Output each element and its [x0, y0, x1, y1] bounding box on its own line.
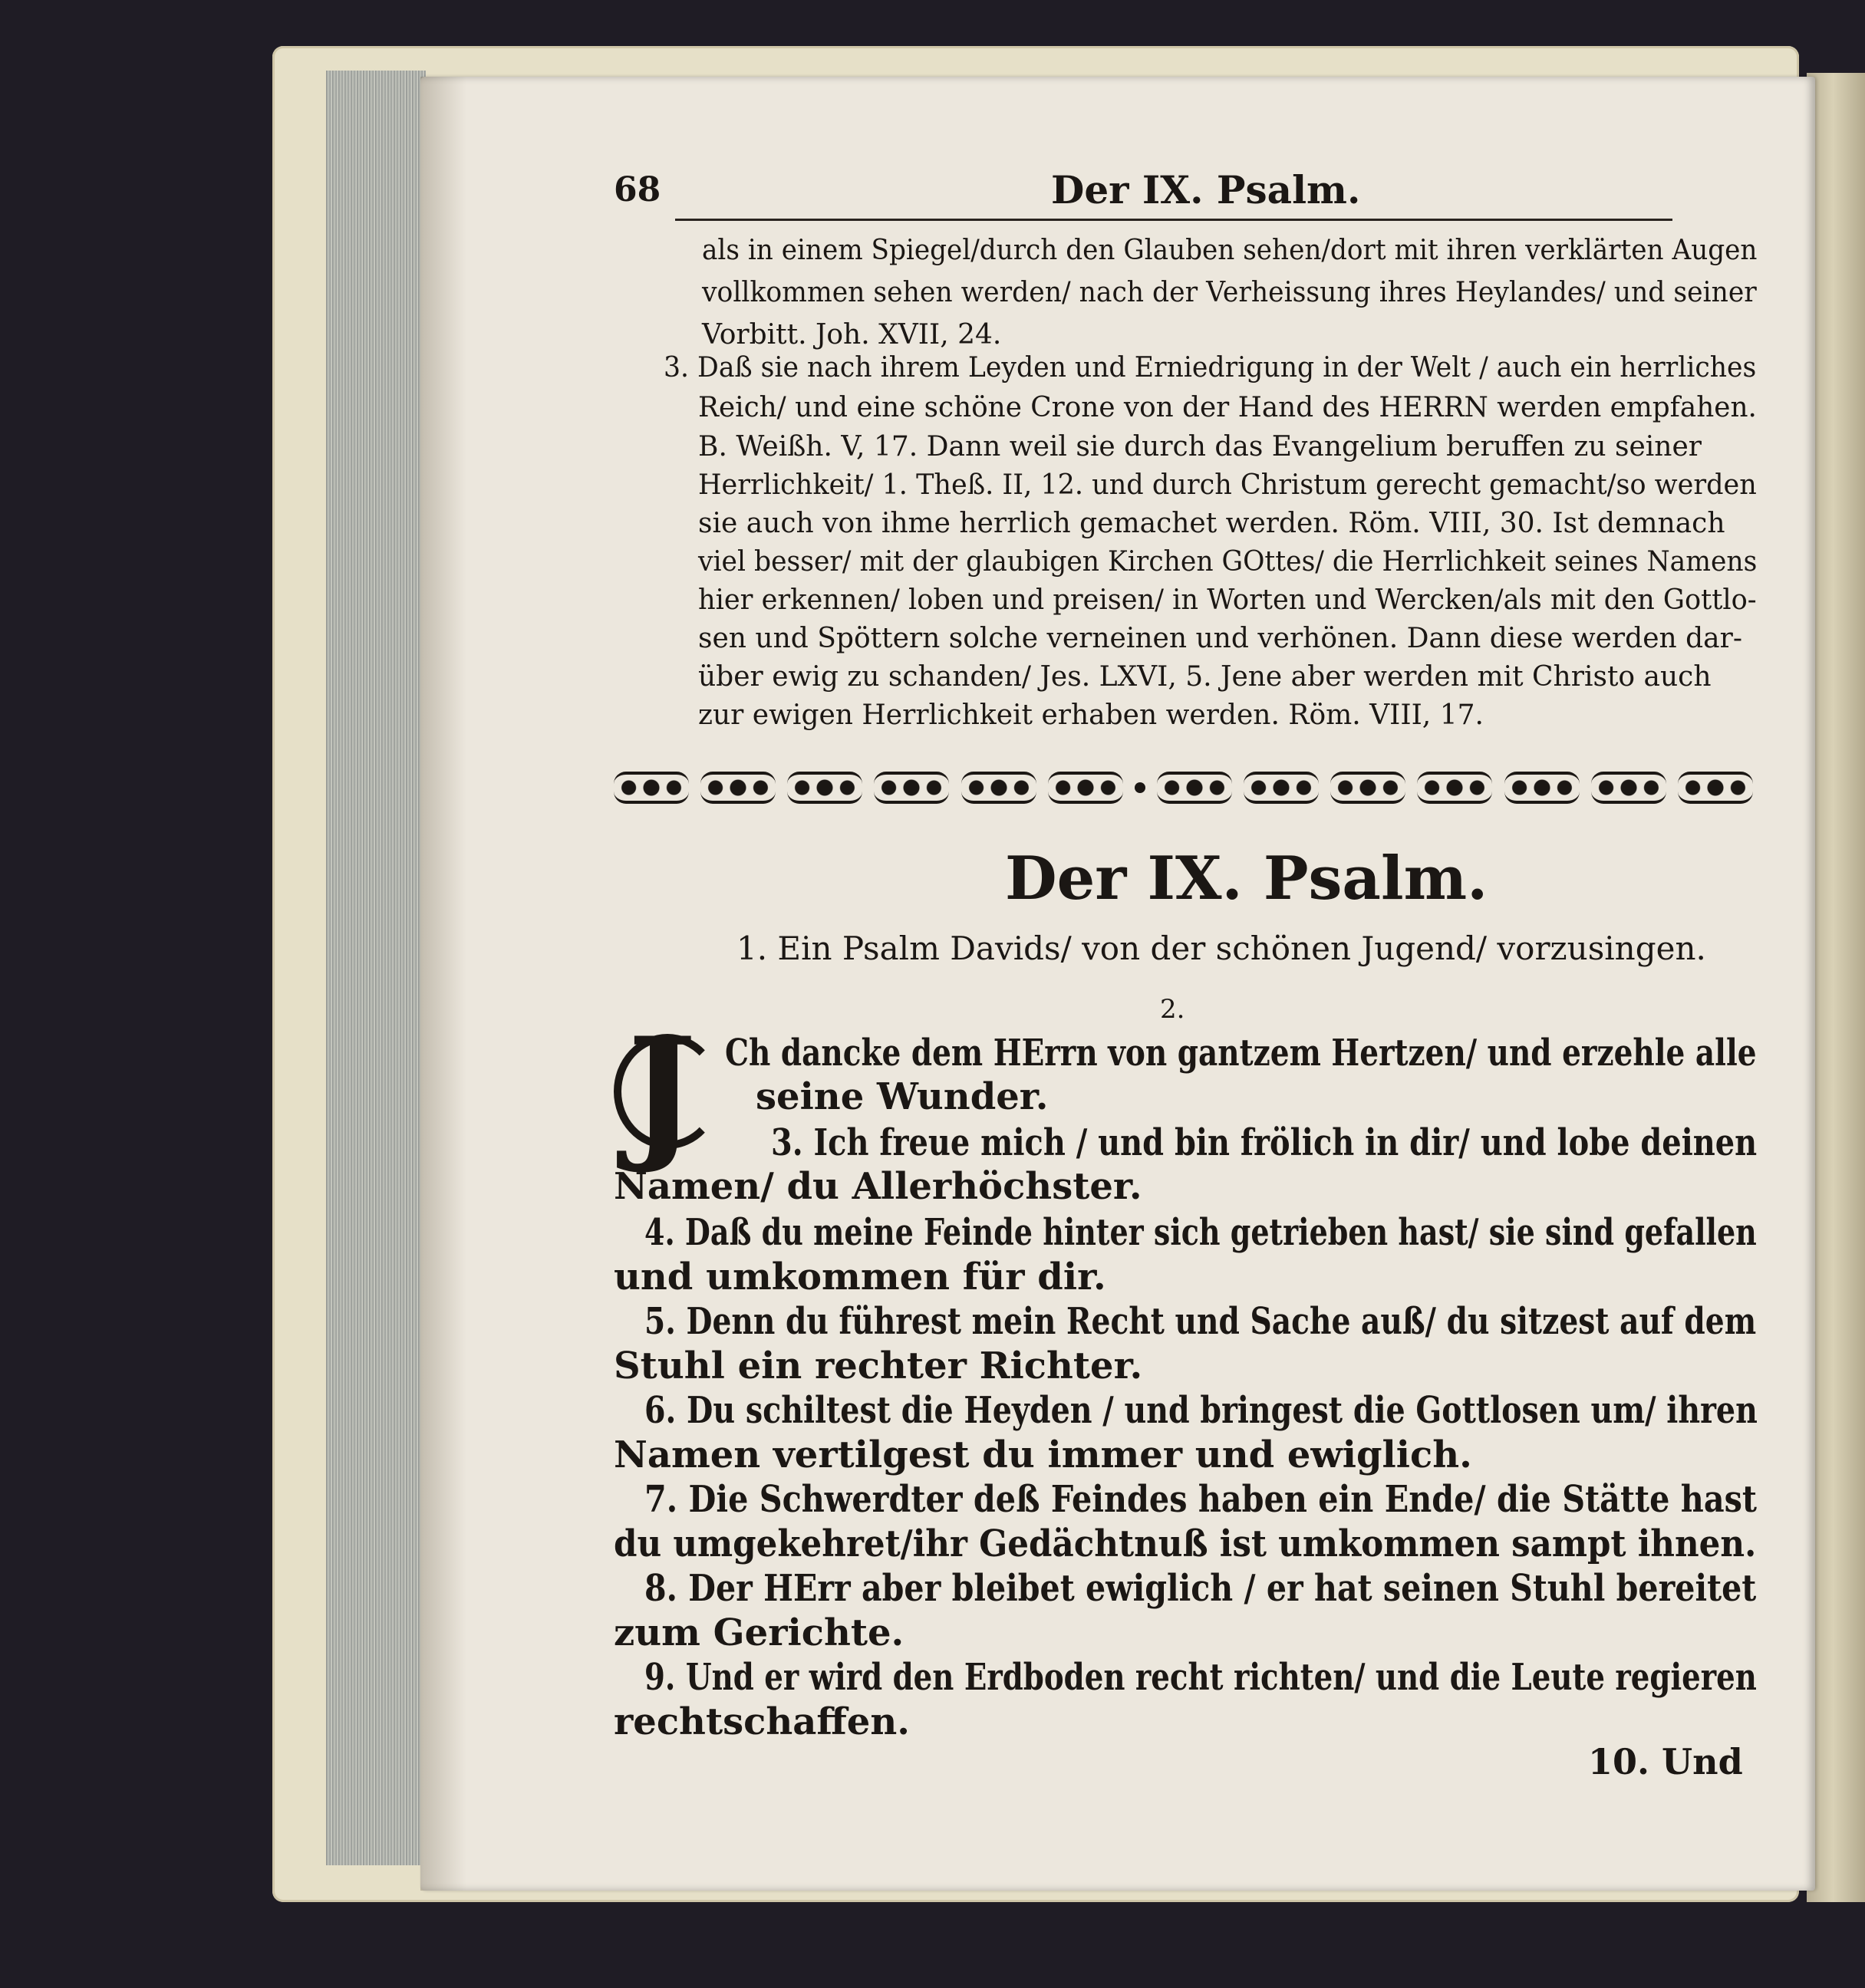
verse-number: 2.: [1160, 994, 1185, 1025]
psalm-line: Namen vertilgest du immer und ewiglich.: [614, 1433, 1472, 1476]
ornament: [1678, 772, 1753, 804]
ornament: [1504, 772, 1580, 804]
facing-page-edge: [1807, 73, 1865, 1902]
page-gutter-shadow: [420, 77, 466, 1891]
ornament-dot: [1135, 782, 1145, 793]
commentary-line: 3. Daß sie nach ihrem Leyden und Erniedrigung in der Welt / auch ein herrliches: [664, 352, 1757, 383]
commentary-line: sie auch von ihme herrlich gemachet werden. Röm. VIII, 30. Ist demnach: [698, 508, 1725, 539]
psalm-line: zum Gerichte.: [614, 1611, 904, 1654]
psalm-line: 6. Du schiltest die Heyden / und bringest die Gottlosen um/ ihren: [644, 1389, 1758, 1432]
commentary-line: B. Weißh. V, 17. Dann weil sie durch das Evangelium beruffen zu seiner: [698, 431, 1702, 462]
ornament: [787, 772, 862, 804]
psalm-line: Stuhl ein rechter Richter.: [614, 1345, 1143, 1387]
commentary-line: Herrlichkeit/ 1. Theß. II, 12. und durch Christum gerecht gemacht/so werden: [698, 469, 1757, 501]
psalm-line: 4. Daß du meine Feinde hinter sich getrieben hast/ sie sind gefallen: [644, 1211, 1757, 1254]
psalm-line: 9. Und er wird den Erdboden recht richten/ und die Leute regieren: [644, 1656, 1757, 1699]
commentary-line: sen und Spöttern solche verneinen und verhönen. Dann diese werden dar-: [698, 623, 1743, 654]
psalm-line: du umgekehret/ihr Gedächtnuß ist umkommen sampt ihnen.: [614, 1522, 1757, 1565]
psalm-line: seine Wunder.: [756, 1075, 1049, 1118]
psalm-line: 8. Der HErr aber bleibet ewiglich / er hat seinen Stuhl bereitet: [644, 1567, 1757, 1610]
ornament: [1244, 772, 1319, 804]
commentary-line: als in einem Spiegel/durch den Glauben sehen/dort mit ihren verklärten Augen: [702, 235, 1758, 266]
psalm-line: Namen/ du Allerhöchster.: [614, 1165, 1142, 1208]
catchword: 10. Und: [1588, 1741, 1743, 1782]
ornament: [1330, 772, 1405, 804]
commentary-line: vollkommen sehen werden/ nach der Verheissung ihres Heylandes/ und seiner: [702, 277, 1757, 308]
running-title: Der IX. Psalm.: [1051, 167, 1361, 212]
ornament: [1591, 772, 1666, 804]
psalm-line: Ch dancke dem HErrn von gantzem Hertzen/ und erzehle alle: [725, 1032, 1757, 1075]
commentary-line: Reich/ und eine schöne Crone von der Hand des HERRN werden empfahen.: [698, 392, 1757, 423]
psalm-line: rechtschaffen.: [614, 1700, 910, 1743]
ornament: [1048, 772, 1123, 804]
decorated-initial: [614, 1006, 729, 1177]
ornament: [700, 772, 776, 804]
ornament: [1417, 772, 1492, 804]
ornament: [961, 772, 1036, 804]
commentary-line: zur ewigen Herrlichkeit erhaben werden. Röm. VIII, 17.: [698, 699, 1484, 731]
psalm-line: 5. Denn du führest mein Recht und Sache auß/ du sitzest auf dem: [644, 1300, 1757, 1343]
initial-letter: J: [628, 1006, 697, 1177]
ornament: [874, 772, 949, 804]
header-rule: [675, 219, 1672, 221]
psalm-superscription: 1. Ein Psalm Davids/ von der schönen Jugend/ vorzusingen.: [736, 930, 1706, 967]
psalm-line: 3. Ich freue mich / und bin frölich in dir/ und lobe deinen: [771, 1121, 1758, 1164]
ornament: [614, 772, 689, 804]
psalm-line: 7. Die Schwerdter deß Feindes haben ein Ende/ die Stätte hast: [644, 1478, 1757, 1521]
commentary-line: viel besser/ mit der glaubigen Kirchen GOttes/ die Herrlichkeit seines Namens: [698, 546, 1758, 578]
commentary-line: über ewig zu schanden/ Jes. LXVI, 5. Jene aber werden mit Christo auch: [698, 661, 1712, 693]
ornament-band: [614, 769, 1753, 807]
psalm-line: und umkommen für dir.: [614, 1256, 1106, 1298]
page-edges: [326, 71, 426, 1865]
page-number: 68: [614, 170, 661, 209]
ornament: [1157, 772, 1232, 804]
psalm-title: Der IX. Psalm.: [1005, 844, 1488, 913]
commentary-line: Vorbitt. Joh. XVII, 24.: [702, 319, 1002, 351]
commentary-line: hier erkennen/ loben und preisen/ in Worten und Wercken/als mit den Gottlo-: [698, 584, 1757, 616]
